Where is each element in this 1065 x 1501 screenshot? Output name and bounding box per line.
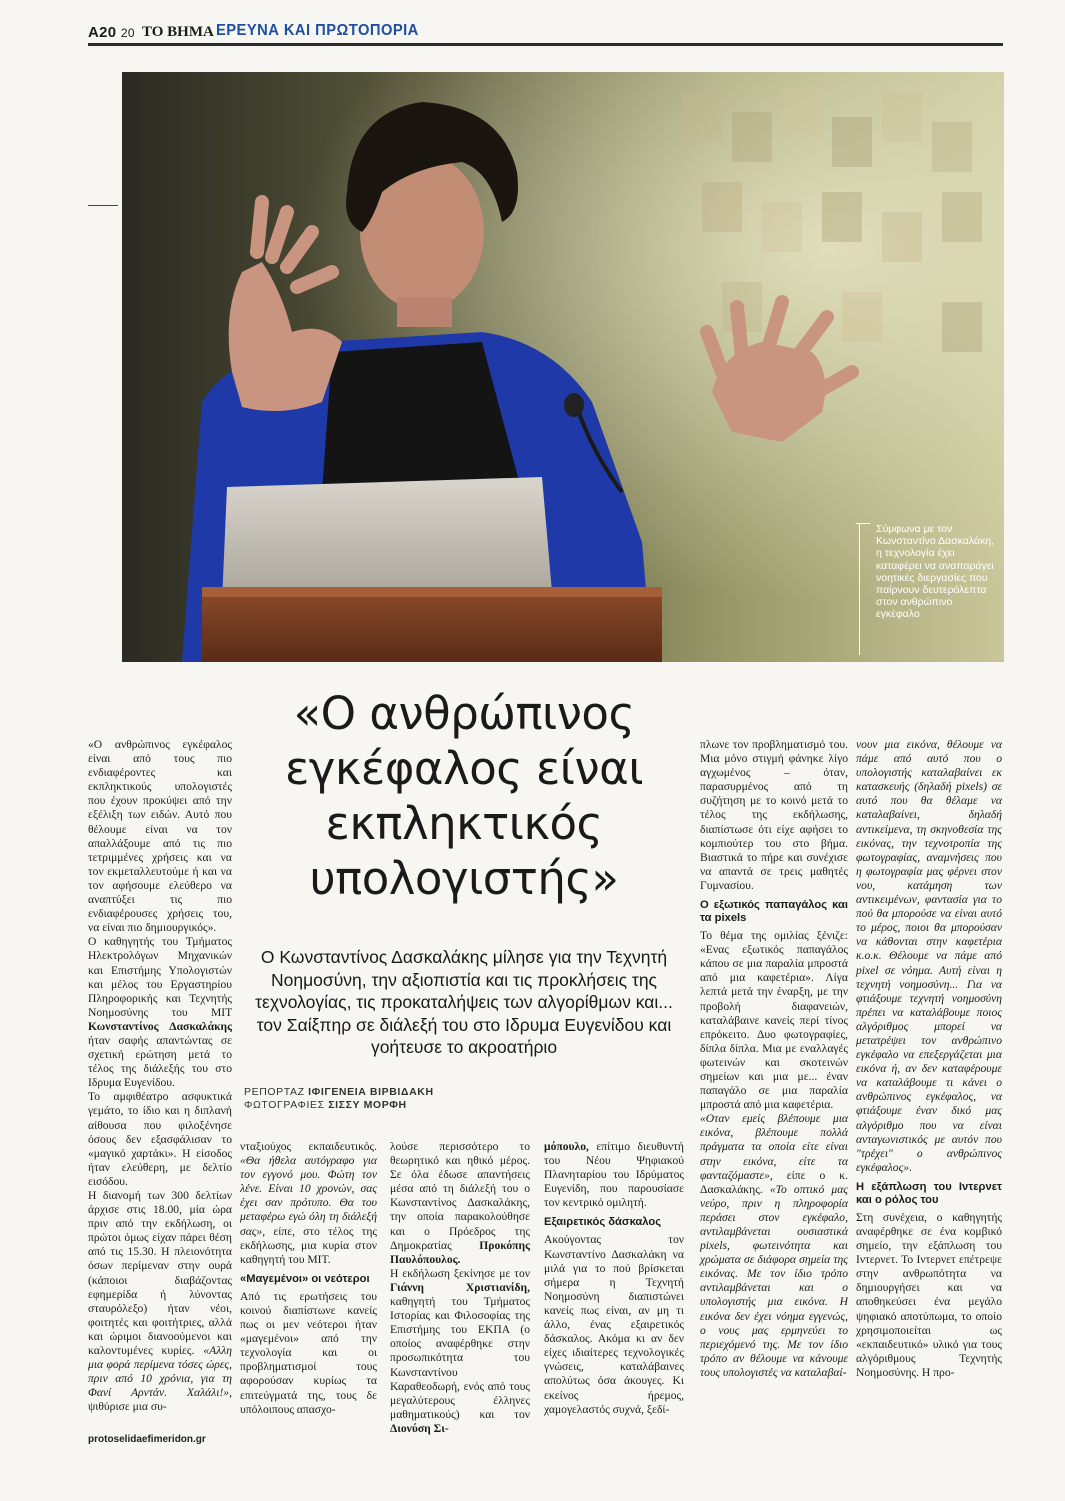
paragraph: πλωνε τον προβληματισμό του. Μια μόνο στιγμή φάνηκε λίγο αγχωμένος – όταν, παρασυρμένος από τη συζήτηση με το κοινό μετά το τέλος της εκδήλωσης, διαπίστωσε ότι είχε αφήσει το κομπιούτερ του στο βήμα. Βιαστικά το πήρε και συνέχισε να απαντά σε τρεις μαθητές Γυμνασίου. — [700, 738, 848, 892]
newspaper-name: ΤΟ ΒΗΜΑ — [142, 24, 214, 40]
subheading: Εξαιρετικός δάσκαλος — [544, 1216, 662, 1229]
page-header — [88, 22, 1003, 44]
photo-caption: Σύμφωνα με τον Κωνσταντίνο Δασκαλάκη, η τεχνολογία έχει καταφέρει να αναπαράγει νοητικές διεργασίες που παίρνουν δευτερόλεπτα στον ανθρώπινο εγκέφαλο — [876, 523, 994, 621]
paragraph: νταξιούχος εκπαιδευτικός. «Θα ήθελα αυτόγραφο για τον εγγονό μου. Φώτη τον λένε. Είναι 10 χρονών, σας έχει σαν πρότυπο. Θα του μεταφέρω εγώ όλη τη διάλεξή σας», είπε, στο τέλος της εκδήλωσης, μια κυρία στον καθηγητή του ΜΙΤ. — [240, 1140, 377, 1266]
header-rule — [88, 43, 1003, 46]
caption-tick — [856, 523, 870, 524]
paragraph: Ο καθηγητής του Τμήματος Ηλεκτρολόγων Μηχανικών και Επιστήμης Υπολογιστών και μέλος του Εργαστηρίου Πληροφορικής και Τεχνητής Νοημοσύνης του ΜΙΤ Κωνσταντίνος Δασκαλάκης ήταν σαφής απαντώντας σε σχετική ερώτηση μετά το τέλος της διάλεξής του στο Ιδρυμα Ευγενίδου. — [88, 935, 232, 1090]
article-column-1 — [88, 738, 232, 1415]
speaker-photo — [122, 72, 1004, 662]
byline: ΡΕΠΟΡΤΑΖ ΙΦΙΓΕΝΕΙΑ ΒΙΡΒΙΔΑΚΗ ΦΩΤΟΓΡΑΦΙΕΣ ΣΙΣΣΥ ΜΟΡΦΗ — [244, 1086, 434, 1111]
paragraph: Η διανομή των 300 δελτίων άρχισε στις 18.00, μία ώρα πριν από την εκδήλωση, οι πρώτοι όμως είχαν πάρει θέση από τις 15.30. Η πλειονότητα όσων περίμεναν στην ουρά (κάποιοι διαβάζοντας εφημερίδα ή λύνοντας σταυρόλεξο) ήταν νέοι, φοιτητές και φοιτήτριες, αλλά και ώριμοι διανοούμενοι και καλοντυμένες κυρίες. «Αλλη μια φορά περίμενα τόσες ώρες, πριν από 10 χρόνια, για τη Φανί Αρντάν. Χαλάλι!», ψιθύρισε μια συ- — [88, 1189, 232, 1414]
paragraph: λούσε περισσότερο το θεωρητικό και ηθικό μέρος. Σε όλα έδωσε απαντήσεις μέσα από τη διάλεξή του ο Κωνσταντίνος Δασκαλάκης, την οποία παρακολούθησε και ο Πρόεδρος της Δημοκρατίας Προκόπης Παυλόπουλος. — [390, 1140, 530, 1266]
headline-deck: Ο Κωνσταντίνος Δασκαλάκης μίλησε για την Τεχνητή Νοημοσύνη, την αξιοπιστία και τις προκλήσεις της τεχνολογίας, τις προκαταλήψεις των αλγορίθμων και... τον Σαίξπηρ σε διάλεξή του στο Ιδρυμα Ευγενίδου και γοήτευσε το ακροατήριο — [255, 947, 673, 1057]
paragraph: Στη συνέχεια, ο καθηγητής αναφέρθηκε σε ένα κομβικό σημείο, την εξάπλωση του Ιντερνετ. Το Ιντερνετ επέτρεψε στην ανθρωπότητα να δημιουργήσει και να αποθηκεύσει ένα μεγάλο ψηφιακό αποτύπωμα, το οποίο χρησιμοποιείται ως «εκπαιδευτικό» υλικό για τους αλγόριθμους Τεχνητής Νοημοσύνης. Η προ- — [856, 1210, 1002, 1379]
article-column-6 — [856, 738, 1002, 1380]
page-number: A20 20 — [88, 24, 135, 41]
caption-rule — [859, 523, 860, 655]
article-column-4 — [544, 1140, 684, 1417]
subheading: «Μαγεμένοι» οι νεότεροι — [240, 1272, 370, 1285]
subheading: Η εξάπλωση του Ιντερνετ και ο ρόλος του — [856, 1180, 1002, 1206]
article-column-3 — [390, 1140, 530, 1436]
margin-rule — [88, 205, 118, 206]
lead-photo — [122, 72, 1004, 662]
paragraph: Από τις ερωτήσεις του κοινού διαπίστωνε κανείς πως οι μεν νεότεροι ήταν «μαγεμένοι» από την τεχνολογία και οι προβληματισμοί τους αφορούσαν κυρίως τα επιτεύγματά της, τους δε υπόλοιπους απασχο- — [240, 1289, 377, 1416]
paragraph: «Οταν εμείς βλέπουμε μια εικόνα, βλέπουμε πολλά πράγματα τα οποία είτε είναι στην εικόνα, είτε τα φανταζόμαστε», είπε ο κ. Δασκαλάκης. «Το οπτικό μας νεύρο, πριν η πληροφορία περάσει στον εγκέφαλο, αντιλαμβάνεται ουσιαστικά pixels, φωτεινότητα και χρώματα σε διάφορα σημεία της εικόνας. Με τον ίδιο τρόπο αντιλαμβάνεται και ο υπολογιστής μια εικόνα. Η εικόνα δεν έχει νόημα εγγενώς, ο νους μας ερμηνεύει το περιεχόμενό της. Με τον ίδιο τρόπο αν θέλουμε να κάνουμε τους υπολογιστές να καταλαβαί- — [700, 1112, 848, 1379]
paragraph: Η εκδήλωση ξεκίνησε με τον Γιάννη Χριστιανίδη, καθηγητή του Τμήματος Ιστορίας και Φιλοσοφίας της Επιστήμης του ΕΚΠΑ (ο οποίος αναφέρθηκε στην προσωπικότητα του Κωνσταντίνου Καραθεοδωρή, ενός από τους μεγαλύτερους έλληνες μαθηματικούς) και τον Διονύση Σι- — [390, 1266, 530, 1435]
paragraph: Ακούγοντας τον Κωνσταντίνο Δασκαλάκη να μιλά για το πού βρίσκεται σήμερα η Τεχνητή Νοημοσύνη διαπιστώνει κανείς πως είναι, αν μη τι άλλο, ένας εξαιρετικός δάσκαλος. Ακόμα κι αν δεν είχες ιδιαίτερες τεχνολογικές γνώσεις, καταλάβαινες απολύτως όσα άκουγες. Κι εκείνος ήρεμος, χαμογελαστός συχνά, ξεδί- — [544, 1233, 684, 1416]
section-title: ΕΡΕΥΝΑ ΚΑΙ ΠΡΩΤΟΠΟΡΙΑ — [216, 22, 419, 39]
paragraph: μόπουλο, επίτιμο διευθυντή του Νέου Ψηφιακού Πλανηταρίου του Ιδρύματος Ευγενίδη, που παρουσίασε τον κεντρικό ομιλητή. — [544, 1140, 684, 1210]
article-column-2 — [240, 1140, 377, 1417]
paragraph: «Ο ανθρώπινος εγκέφαλος είναι από τους πιο ενδιαφέροντες και εκπληκτικούς υπολογιστές που έχουν προκύψει από την εξέλιξη των ειδών. Αυτό που θέλουμε είναι να τον απαλλάξουμε από τις πιο τετριμμένες χρήσεις και να τον εκμεταλλευτούμε ή και να τον αφήσουμε ελεύθερο να αναπτύξει τις πιο ενδιαφέρουσες χρήσεις του, να είναι πιο δημιουργικός». — [88, 738, 232, 935]
headline-title: «Ο ανθρώπινος εγκέφαλος είναι εκπληκτικός υπολογιστής» — [284, 687, 644, 905]
article-column-5 — [700, 738, 848, 1380]
paragraph: Το αμφιθέατρο ασφυκτικά γεμάτο, το ίδιο και η διπλανή αίθουσα που φιλοξένησε όσους δεν εξασφάλισαν το «μαγικό χαρτάκι». Η είσοδος ήταν ελεύθερη, με δελτίο εισόδου. — [88, 1090, 232, 1188]
subheading: Ο εξωτικός παπαγάλος και τα pixels — [700, 899, 848, 925]
source-watermark: protoselidaefimeridon.gr — [88, 1434, 206, 1445]
paragraph: Το θέμα της ομιλίας ξένιζε: «Ενας εξωτικός παπαγάλος κάπου σε μια παραλία μπροστά από μια καφετέρια». Λίγα λεπτά μετά την έναρξη, με την προβολή διαφανειών, καταλάβαινε κανείς περί τίνος επρόκειτο. Δυο φωτογραφίες, δίπλα δίπλα. Μια με εναλλαγές φωτεινών και σκοτεινών σημείων και μια με... έναν παπαγάλο σε μια παραλία μπροστά από μια καφετέρια. — [700, 929, 848, 1112]
paragraph: νουν μια εικόνα, θέλουμε να πάμε από αυτό που ο υπολογιστής καταλαβαίνει εκ κατασκευής (δηλαδή pixels) σε αυτό που θα θέλαμε να καταλαβαίνει, δηλαδή αντικείμενα, τη σκηνοθεσία της εικόνας, την τεχνοτροπία της φωτογραφίας, αναμνήσεις που η φωτογραφία μας φέρνει στον νου, κατάμηση των αντικειμένων, φαντασία για το πού θα μπορούσε να είναι αυτό το μέρος, ποιοι θα μπορούσαν να κάθονται στην καφετέρια κ.ο.κ. Θέλουμε να πάμε από pixel σε νόημα. Αυτή είναι η τεχνητή νοημοσύνη... Για να φτιάξουμε τεχνητή νοημοσύνη πρέπει να καταλάβουμε ποιος αλγόριθμος μπορεί να μετατρέψει τον ανθρώπινο εγκέφαλο να επεξεργάζεται μια εικόνα ή, αν δεν καταφέρουμε να καταλάβουμε τι κάνει ο ανθρώπινος εγκέφαλος, να φτιάξουμε έναν δικό μας αλγόριθμο που να είναι ανταγωνιστικός με αυτόν που "τρέχει" ο ανθρώπινος εγκέφαλος». — [856, 738, 1002, 1174]
